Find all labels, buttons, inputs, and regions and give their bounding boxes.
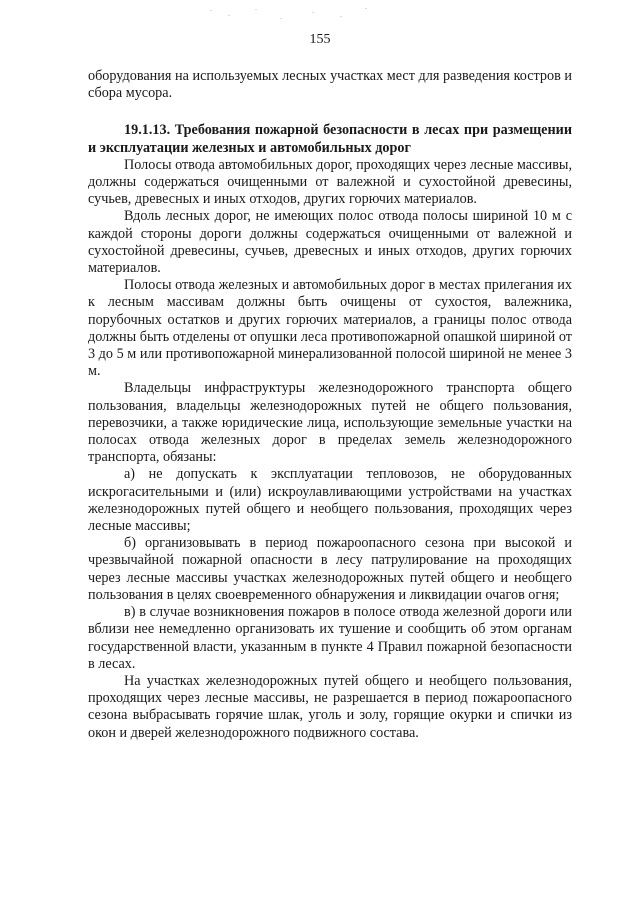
scan-artifact bbox=[200, 6, 380, 24]
document-body bbox=[88, 68, 572, 742]
section-heading: 19.1.13. Требования пожарной безопасности в лесах при размещении и эксплуатации железных и автомобильных дорог bbox=[88, 122, 572, 156]
paragraph-8: На участках железнодорожных путей общего и необщего пользования, проходящих через лесные массивы, не разрешается в период пожароопасного сезона выбрасывать горячие шлак, уголь и золу, горящие окурки и спички из окон и дверей железнодорожного подвижного состава. bbox=[88, 672, 572, 741]
list-item-c: в) в случае возникновения пожаров в полосе отвода железной дороги или вблизи нее немедленно организовать их тушение и сообщить об этом органам государственной власти, указанным в пункте 4 Правил пожарной безопасности в лесах. bbox=[88, 604, 572, 672]
list-item-b: б) организовывать в период пожароопасного сезона при высокой и чрезвычайной пожарной опасности в лесу патрулирование на проходящих через лесные массивы участках железнодорожных путей общего и необщего пользования в целях своевременного обнаружения и ликвидации очагов огня; bbox=[88, 535, 572, 603]
paragraph-3: Полосы отвода железных и автомобильных дорог в местах прилегания их к лесным массивам должны быть очищены от сухостоя, валежника, порубочных остатков и других горючих материалов, а границы полос отвода должны быть отделены от опушки леса противопожарной опашкой шириной от 3 до 5 м или противопожарной минерализованной полосой шириной не менее 3 м. bbox=[88, 277, 572, 380]
page-number: 155 bbox=[309, 32, 331, 47]
list-item-a: а) не допускать к эксплуатации тепловозов, не оборудованных искрогасительными и (или) искроулавливающими устройствами на участках железнодорожных путей общего и необщего пользования, проходящих через лесные массивы; bbox=[88, 466, 572, 535]
paragraph-4: Владельцы инфраструктуры железнодорожного транспорта общего пользования, владельцы железнодорожных путей не общего пользования, перевозчики, а также юридические лица, использующие земельные участки на полосах отвода железных дорог в пределах земель железнодорожного транспорта, обязаны: bbox=[88, 380, 572, 466]
paragraph-2: Вдоль лесных дорог, не имеющих полос отвода полосы шириной 10 м с каждой стороны дороги должны содержаться очищенными от валежной и сухостойной древесины, сучьев, древесных и иных отходов, других горючих материалов. bbox=[88, 208, 572, 277]
intro-paragraph: оборудования на используемых лесных участках мест для разведения костров и сбора мусора. bbox=[88, 68, 572, 102]
paragraph-1: Полосы отвода автомобильных дорог, проходящих через лесные массивы, должны содержаться очищенными от валежной и сухостойной древесины, сучьев, древесных и иных отходов, других горючих материалов. bbox=[88, 156, 572, 208]
